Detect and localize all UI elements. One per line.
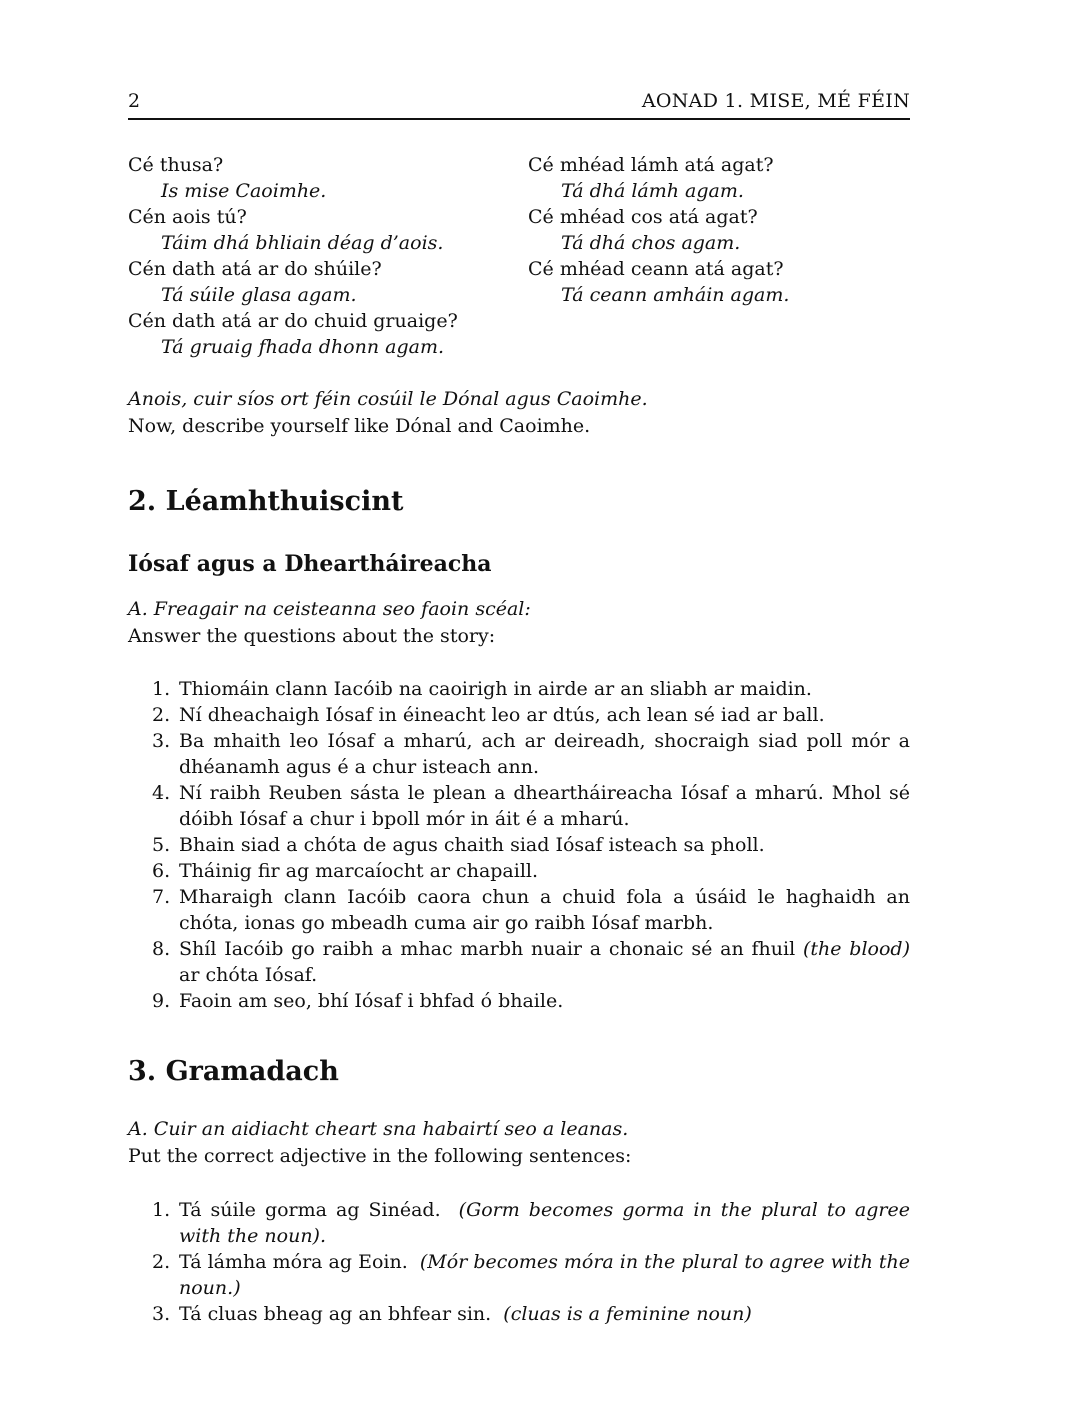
answer: Tá dhá chos agam. [561, 232, 741, 254]
running-header [128, 90, 910, 120]
reading-questions-list [128, 676, 910, 1014]
question: Cé thusa? [128, 154, 224, 176]
answer: Tá súile glasa agam. [161, 284, 357, 306]
answer: Táim dhá bhliain déag d’aois. [161, 232, 444, 254]
list-item: 7. Mharaigh clann Iacóib caora chun a chuid fola a úsáid le haghaidh an chóta, ionas go mbeadh cuma air go raibh Iósaf marbh. [152, 886, 910, 934]
header-title: AONAD 1. MISE, MÉ FÉIN [641, 90, 910, 112]
list-item: 1. Tá súile gorma ag Sinéad. (Gorm becomes gorma in the plural to agree with the noun). [152, 1199, 910, 1247]
list-item: 2. Tá lámha móra ag Eoin. (Mór becomes móra in the plural to agree with the noun.) [152, 1251, 911, 1299]
describe-instruction [128, 386, 910, 440]
question: Cén dath atá ar do chuid gruaige? [128, 310, 458, 332]
reading-instruction [128, 596, 910, 650]
question: Cén aois tú? [128, 206, 247, 228]
grammar-instruction-irish: A. Cuir an aidiacht cheart sna habairtí seo a leanas. [128, 1118, 629, 1140]
grammar-note: (cluas is a feminine noun) [503, 1303, 752, 1325]
question: Cén dath atá ar do shúile? [128, 258, 382, 280]
section-heading-reading: 2. Léamhthuiscint [128, 486, 404, 517]
describe-english: Now, describe yourself like Dónal and Caoimhe. [128, 415, 591, 437]
describe-irish: Anois, cuir síos ort féin cosúil le Dónal agus Caoimhe. [128, 388, 648, 410]
grammar-note: (Gorm becomes gorma in the plural to agree with the noun). [179, 1199, 910, 1247]
list-item: 4. Ní raibh Reuben sásta le plean a dheartháireacha Iósaf a mharú. Mhol sé dóibh Iósaf a chur i bpoll mór in áit é a mharú. [152, 782, 910, 830]
grammar-sentences-list [128, 1197, 910, 1327]
list-item: 2. Ní dheachaigh Iósaf in éineacht leo ar dtús, ach lean sé iad ar ball. [152, 704, 825, 726]
reading-instruction-irish: A. Freagair na ceisteanna seo faoin scéal: [128, 598, 531, 620]
dialogue-left-column [128, 152, 528, 360]
answer: Tá dhá lámh agam. [561, 180, 744, 202]
page [128, 0, 910, 1408]
question: Cé mhéad cos atá agat? [528, 206, 758, 228]
list-item: 6. Tháinig fir ag marcaíocht ar chapaill. [152, 860, 539, 882]
answer: Tá gruaig fhada dhonn agam. [161, 336, 445, 358]
answer: Tá ceann amháin agam. [561, 284, 790, 306]
story-title: Iósaf agus a Dheartháireacha [128, 551, 492, 577]
page-number: 2 [128, 90, 141, 112]
reading-instruction-english: Answer the questions about the story: [128, 625, 496, 647]
question: Cé mhéad lámh atá agat? [528, 154, 774, 176]
grammar-note: (Mór becomes móra in the plural to agree with the noun.) [179, 1251, 911, 1299]
list-item: 5. Bhain siad a chóta de agus chaith siad Iósaf isteach sa pholl. [152, 834, 765, 856]
list-item: 3. Tá cluas bheag ag an bhfear sin. (cluas is a feminine noun) [152, 1303, 752, 1325]
list-item: 3. Ba mhaith leo Iósaf a mharú, ach ar deireadh, shocraigh siad poll mór a dhéanamh agus é a chur isteach ann. [152, 730, 910, 778]
list-item: 1. Thiomáin clann Iacóib na caoirigh in airde ar an sliabh ar maidin. [152, 678, 812, 700]
list-item: 9. Faoin am seo, bhí Iósaf i bhfad ó bhaile. [152, 990, 564, 1012]
list-item: 8. Shíl Iacóib go raibh a mhac marbh nuair a chonaic sé an fhuil (the blood) ar chóta Iósaf. [152, 938, 910, 986]
translation-note: (the blood) [802, 938, 910, 960]
section-heading-grammar: 3. Gramadach [128, 1056, 339, 1087]
dialogue-right-column [528, 152, 910, 308]
grammar-instruction [128, 1116, 910, 1170]
answer: Is mise Caoimhe. [161, 180, 327, 202]
question: Cé mhéad ceann atá agat? [528, 258, 784, 280]
grammar-instruction-english: Put the correct adjective in the following sentences: [128, 1145, 632, 1167]
